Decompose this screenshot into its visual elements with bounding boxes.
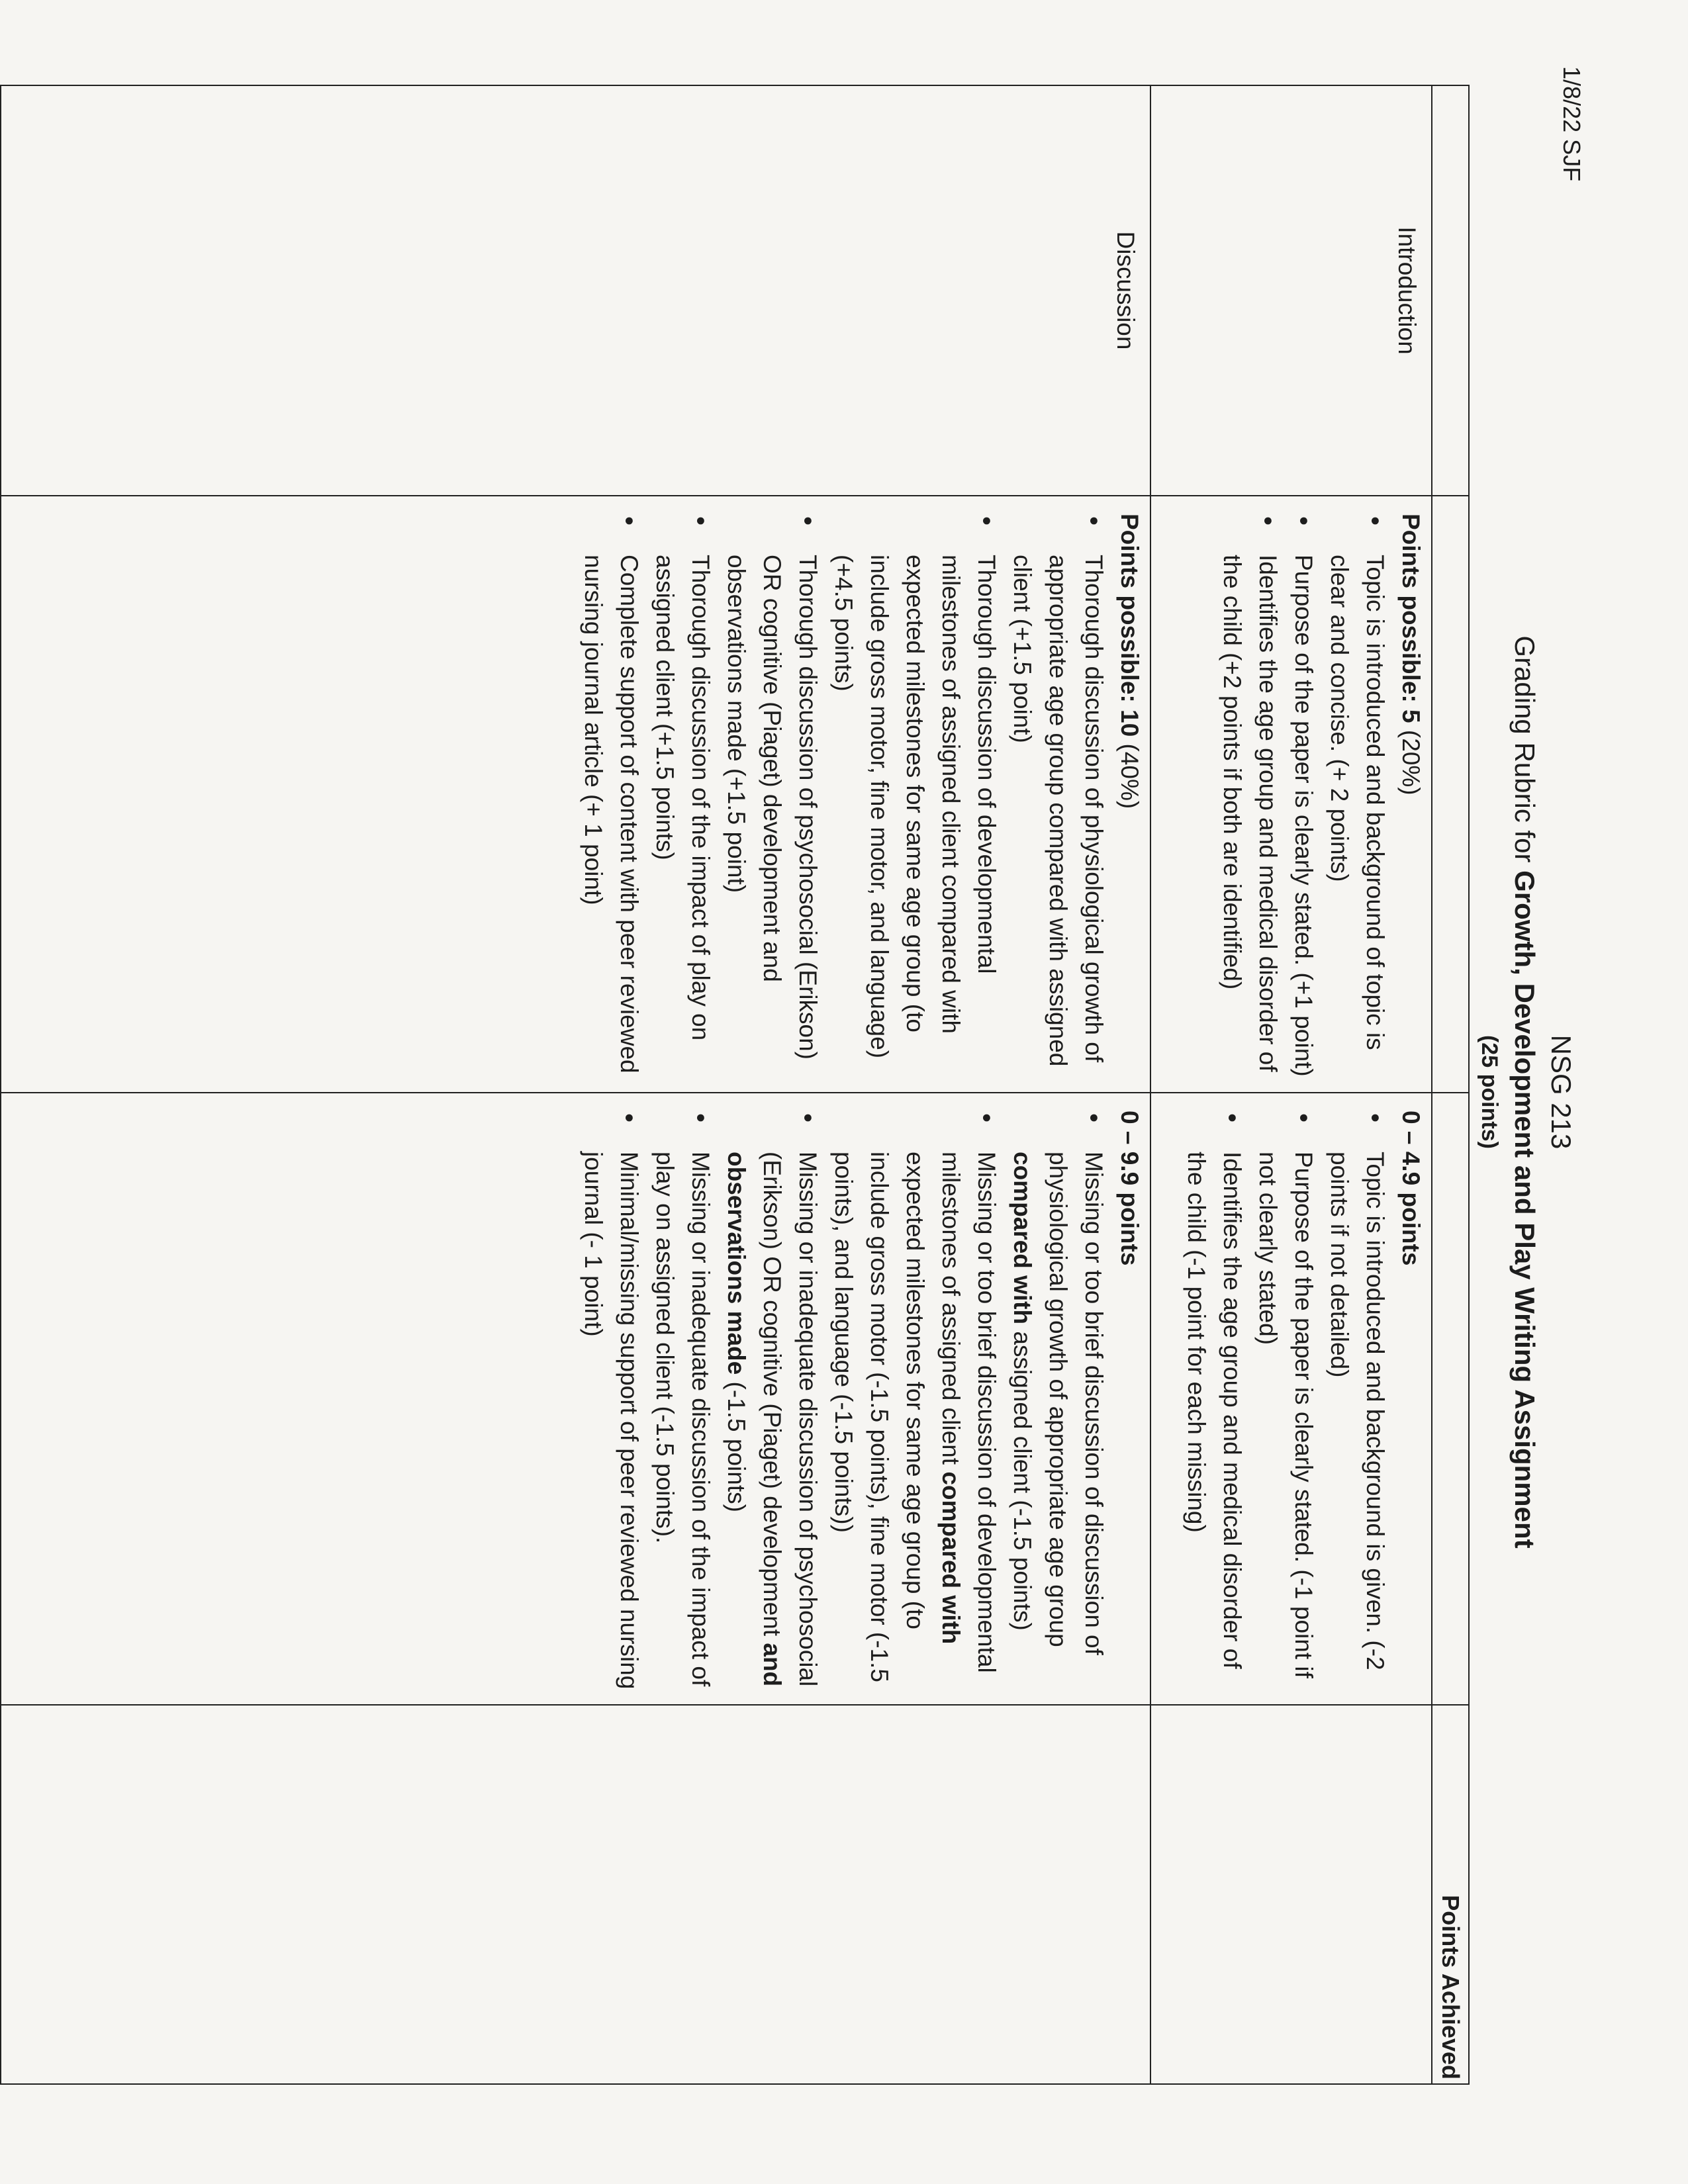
title-assignment: Growth, Development and Play Writing Assignment	[1509, 870, 1540, 1549]
deductions-list	[575, 1111, 1111, 1695]
criteria-introduction	[1150, 496, 1432, 1093]
course-code: NSG 213	[1546, 1034, 1577, 1150]
deductions-list	[1178, 1111, 1393, 1695]
list-item: • Missing or inadequate discussion of psychosocial (Erikson) OR cognitive (Piaget) development and observations made (-1.5 points)	[718, 1152, 825, 1695]
row-discussion	[1, 85, 1150, 2084]
list-item: • Missing or inadequate discussion of the impact of play on assigned client (-1.5 points).	[647, 1152, 718, 1695]
header-cell-category	[1432, 85, 1469, 496]
page-title	[1506, 0, 1543, 2184]
criteria-list	[1214, 514, 1393, 1083]
header-row	[1432, 85, 1469, 2084]
deduction-range: 0 – 9.9 points	[1116, 1111, 1143, 1266]
criteria-list	[575, 514, 1111, 1083]
list-item: • Missing or too brief discussion of developmental milestones of assigned client compared with expected milestones for same age group (to include gross motor (-1.5 points), fine motor (-1.5 points), and language (-1.5 points))	[825, 1152, 1004, 1695]
category-introduction: Introduction	[1150, 85, 1432, 496]
deductions-discussion	[1, 1093, 1150, 1705]
list-item: • Identifies the age group and medical disorder of the child (+2 points if both are identified)	[1214, 555, 1286, 1083]
header-cell-deductions	[1432, 1093, 1469, 1705]
header-cell-criteria	[1432, 496, 1469, 1093]
points-achieved-introduction[interactable]	[1150, 1705, 1432, 2084]
points-possible	[1393, 514, 1429, 1083]
row-introduction	[1150, 85, 1432, 2084]
list-item: • Purpose of the paper is clearly stated. (+1 point)	[1286, 555, 1321, 1083]
footer-date-initials: 1/8/22 SJF	[1558, 66, 1585, 182]
list-item: • Topic is introduced and background is given. (-2 points if not detailed)	[1321, 1152, 1393, 1695]
header-points-achieved: Points Achieved	[1432, 1705, 1469, 2084]
list-item: • Purpose of the paper is clearly stated. (-1 point if not clearly stated)	[1250, 1152, 1321, 1695]
page-header	[1473, 0, 1579, 2184]
list-item: • Thorough discussion of the impact of play on assigned client (+1.5 points)	[647, 555, 718, 1083]
list-item: • Complete support of content with peer reviewed nursing journal article (+ 1 point)	[575, 555, 647, 1083]
total-points: (25 points)	[1477, 1035, 1502, 1149]
list-item: • Thorough discussion of developmental milestones of assigned client compared with expected milestones for same age group (to include gross motor, fine motor, and language) (+4.5 points)	[825, 555, 1004, 1083]
deduction-range: 0 – 4.9 points	[1397, 1111, 1425, 1266]
criteria-discussion	[1, 496, 1150, 1093]
list-item: • Identifies the age group and medical disorder of the child (-1 point for each missing)	[1178, 1152, 1250, 1695]
category-discussion: Discussion	[1, 85, 1150, 496]
points-possible	[1111, 514, 1147, 1083]
list-item: • Thorough discussion of psychosocial (Erikson) OR cognitive (Piaget) development and observations made (+1.5 point)	[718, 555, 825, 1083]
points-possible-label: Points possible: 10	[1116, 514, 1143, 737]
list-item: • Topic is introduced and background of topic is clear and concise. (+ 2 points)	[1321, 555, 1393, 1083]
list-item: • Missing or too brief discussion of discussion of physiological growth of appropriate age group compared with assigned client (-1.5 points)	[1004, 1152, 1111, 1695]
deductions-introduction	[1150, 1093, 1432, 1705]
points-possible-percent: (40%)	[1116, 737, 1143, 809]
points-possible-percent: (20%)	[1397, 723, 1425, 796]
list-item: • Minimal/missing support of peer reviewed nursing journal (- 1 point)	[575, 1152, 647, 1695]
rubric-table	[0, 85, 1470, 2085]
points-achieved-discussion[interactable]	[1, 1705, 1150, 2084]
list-item: • Thorough discussion of physiological growth of appropriate age group compared with assigned client (+1.5 point)	[1004, 555, 1111, 1083]
points-possible-label: Points possible: 5	[1397, 514, 1425, 723]
title-prefix: Grading Rubric for	[1509, 635, 1540, 871]
